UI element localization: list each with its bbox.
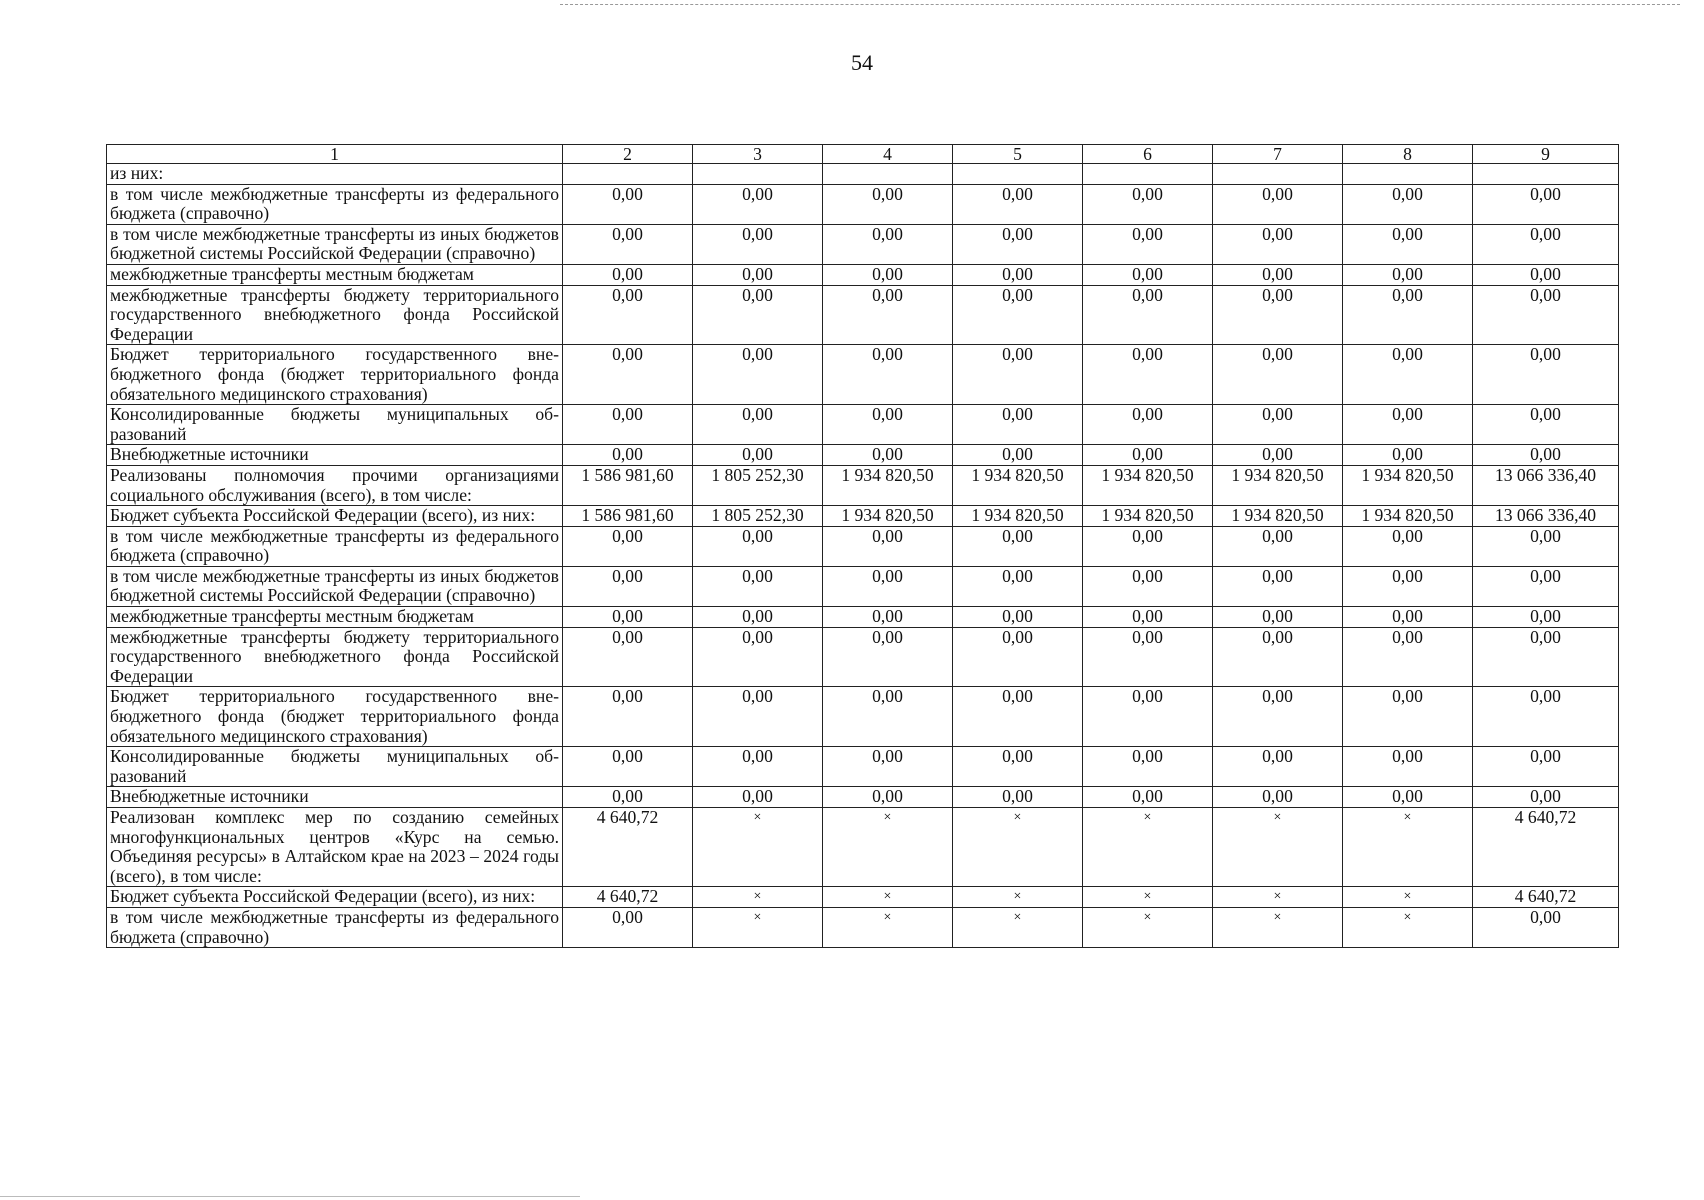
cell-value: 0,00 xyxy=(693,224,823,264)
cell-value: 4 640,72 xyxy=(1473,808,1619,887)
cell-value: 1 934 820,50 xyxy=(953,506,1083,527)
cell-value: 0,00 xyxy=(1083,224,1213,264)
cell-value xyxy=(563,164,693,185)
cell-value: 0,00 xyxy=(563,224,693,264)
cell-value: 0,00 xyxy=(1213,264,1343,285)
cell-value: 0,00 xyxy=(1083,687,1213,747)
cell-value: 0,00 xyxy=(823,747,953,787)
cell-value: 0,00 xyxy=(1083,264,1213,285)
row-label: в том числе межбюджетные трансферты из федерального бюджета (справочно) xyxy=(107,526,563,566)
cell-value: × xyxy=(1213,887,1343,908)
cell-value: 0,00 xyxy=(1343,184,1473,224)
cell-value xyxy=(953,164,1083,185)
row-label: из них: xyxy=(107,164,563,185)
table-row xyxy=(107,405,1619,445)
cell-value: 1 934 820,50 xyxy=(1083,465,1213,505)
cell-value: 0,00 xyxy=(953,264,1083,285)
cell-value: 0,00 xyxy=(693,787,823,808)
cell-value: 1 934 820,50 xyxy=(1343,506,1473,527)
cell-value: 0,00 xyxy=(823,264,953,285)
cell-value: 0,00 xyxy=(563,445,693,466)
cell-value: 0,00 xyxy=(1083,184,1213,224)
table-row xyxy=(107,164,1619,185)
cell-value: 0,00 xyxy=(1473,627,1619,687)
cell-value: 0,00 xyxy=(563,345,693,405)
cell-value: 0,00 xyxy=(1083,345,1213,405)
cell-value: 1 586 981,60 xyxy=(563,465,693,505)
cell-value: 1 934 820,50 xyxy=(1213,506,1343,527)
cell-value xyxy=(1473,164,1619,185)
cell-value: 1 934 820,50 xyxy=(953,465,1083,505)
cell-value xyxy=(1343,164,1473,185)
scan-edge-line xyxy=(560,4,1680,5)
cell-value: 0,00 xyxy=(1343,526,1473,566)
table-row xyxy=(107,345,1619,405)
cell-value: 0,00 xyxy=(563,405,693,445)
cell-value: 0,00 xyxy=(563,264,693,285)
cell-value: 0,00 xyxy=(823,224,953,264)
cell-value: 0,00 xyxy=(1213,285,1343,345)
cell-value: 1 934 820,50 xyxy=(1213,465,1343,505)
cell-value: × xyxy=(1343,887,1473,908)
column-header: 7 xyxy=(1213,145,1343,164)
cell-value: 0,00 xyxy=(1213,747,1343,787)
cell-value: 0,00 xyxy=(1343,405,1473,445)
cell-value: 0,00 xyxy=(693,627,823,687)
cell-value: × xyxy=(693,907,823,947)
cell-value: 0,00 xyxy=(1343,345,1473,405)
cell-value: 0,00 xyxy=(1343,566,1473,606)
cell-value: 1 934 820,50 xyxy=(1343,465,1473,505)
cell-value: 0,00 xyxy=(823,607,953,628)
row-label: межбюджетные трансферты бюджету территориального государственного внебюджетного фонда Российской Федерации xyxy=(107,627,563,687)
table-row xyxy=(107,465,1619,505)
cell-value: 0,00 xyxy=(563,526,693,566)
cell-value xyxy=(823,164,953,185)
cell-value: 0,00 xyxy=(823,687,953,747)
row-label: межбюджетные трансферты бюджету территориального государственного внебюджетного фонда Российской Федерации xyxy=(107,285,563,345)
cell-value: 0,00 xyxy=(823,445,953,466)
table-row xyxy=(107,887,1619,908)
table-row xyxy=(107,787,1619,808)
cell-value: 0,00 xyxy=(1083,405,1213,445)
cell-value: 0,00 xyxy=(693,607,823,628)
table-row xyxy=(107,264,1619,285)
cell-value: 0,00 xyxy=(563,566,693,606)
column-header: 1 xyxy=(107,145,563,164)
cell-value: 0,00 xyxy=(1213,607,1343,628)
cell-value: × xyxy=(953,808,1083,887)
cell-value: 4 640,72 xyxy=(1473,887,1619,908)
cell-value: 0,00 xyxy=(693,566,823,606)
cell-value: 1 805 252,30 xyxy=(693,506,823,527)
cell-value: 0,00 xyxy=(1213,687,1343,747)
table-row xyxy=(107,566,1619,606)
column-header: 3 xyxy=(693,145,823,164)
cell-value: 0,00 xyxy=(1343,607,1473,628)
cell-value: 0,00 xyxy=(953,184,1083,224)
cell-value: 1 934 820,50 xyxy=(1083,506,1213,527)
cell-value: 0,00 xyxy=(1343,224,1473,264)
cell-value: 0,00 xyxy=(1473,264,1619,285)
cell-value: 0,00 xyxy=(1213,566,1343,606)
cell-value: 0,00 xyxy=(1083,787,1213,808)
cell-value: 0,00 xyxy=(823,285,953,345)
cell-value: 0,00 xyxy=(953,285,1083,345)
cell-value: 0,00 xyxy=(1213,224,1343,264)
table-row xyxy=(107,506,1619,527)
cell-value: 0,00 xyxy=(953,405,1083,445)
cell-value: 0,00 xyxy=(693,345,823,405)
cell-value: 0,00 xyxy=(693,526,823,566)
column-header: 2 xyxy=(563,145,693,164)
cell-value: 0,00 xyxy=(563,907,693,947)
row-label: межбюджетные трансферты местным бюджетам xyxy=(107,264,563,285)
cell-value: 0,00 xyxy=(693,445,823,466)
cell-value: 0,00 xyxy=(1083,285,1213,345)
row-label: Внебюджетные источники xyxy=(107,787,563,808)
table-row xyxy=(107,445,1619,466)
cell-value: 0,00 xyxy=(563,627,693,687)
cell-value: 0,00 xyxy=(1473,345,1619,405)
cell-value: 0,00 xyxy=(1473,787,1619,808)
column-header: 6 xyxy=(1083,145,1213,164)
cell-value: 0,00 xyxy=(823,627,953,687)
row-label: Консолидированные бюджеты муниципальных образований xyxy=(107,405,563,445)
cell-value: 0,00 xyxy=(953,607,1083,628)
row-label: Бюджет территориального государственного внебюджетного фонда (бюджет территориального фонда обязательного медицинского страхования) xyxy=(107,345,563,405)
cell-value: 0,00 xyxy=(1213,526,1343,566)
cell-value: 0,00 xyxy=(953,566,1083,606)
row-label: Реализованы полномочия прочими организациями социального обслуживания (всего), в том числе: xyxy=(107,465,563,505)
row-label: межбюджетные трансферты местным бюджетам xyxy=(107,607,563,628)
row-label: Бюджет субъекта Российской Федерации (всего), из них: xyxy=(107,506,563,527)
page-number: 54 xyxy=(851,50,873,75)
cell-value xyxy=(693,164,823,185)
cell-value: 0,00 xyxy=(1083,747,1213,787)
row-label: Консолидированные бюджеты муниципальных образований xyxy=(107,747,563,787)
cell-value: 0,00 xyxy=(823,787,953,808)
cell-value: 0,00 xyxy=(563,787,693,808)
cell-value: 4 640,72 xyxy=(563,808,693,887)
cell-value: × xyxy=(693,808,823,887)
table-row xyxy=(107,184,1619,224)
column-header: 4 xyxy=(823,145,953,164)
cell-value: 13 066 336,40 xyxy=(1473,506,1619,527)
cell-value: 0,00 xyxy=(1083,627,1213,687)
cell-value: 0,00 xyxy=(1213,445,1343,466)
cell-value: 0,00 xyxy=(1473,607,1619,628)
cell-value: 0,00 xyxy=(693,405,823,445)
cell-value: 0,00 xyxy=(1083,445,1213,466)
cell-value: 0,00 xyxy=(953,627,1083,687)
cell-value: 0,00 xyxy=(823,526,953,566)
table-row xyxy=(107,607,1619,628)
cell-value: 0,00 xyxy=(1473,224,1619,264)
cell-value: 0,00 xyxy=(953,445,1083,466)
cell-value: 0,00 xyxy=(1473,405,1619,445)
column-header: 5 xyxy=(953,145,1083,164)
column-header: 8 xyxy=(1343,145,1473,164)
cell-value: 0,00 xyxy=(1343,687,1473,747)
cell-value: × xyxy=(953,887,1083,908)
table-row xyxy=(107,747,1619,787)
cell-value: × xyxy=(1213,907,1343,947)
cell-value: 0,00 xyxy=(953,787,1083,808)
row-label: в том числе межбюджетные трансферты из иных бюджетов бюджетной системы Российской Федерации (справочно) xyxy=(107,566,563,606)
cell-value: 0,00 xyxy=(1343,787,1473,808)
cell-value: 0,00 xyxy=(1473,907,1619,947)
cell-value: × xyxy=(1343,808,1473,887)
cell-value: 0,00 xyxy=(1343,627,1473,687)
cell-value: × xyxy=(1343,907,1473,947)
cell-value: 0,00 xyxy=(1083,566,1213,606)
cell-value: 0,00 xyxy=(1473,184,1619,224)
cell-value: 0,00 xyxy=(1473,566,1619,606)
table-row xyxy=(107,285,1619,345)
cell-value: 0,00 xyxy=(563,184,693,224)
cell-value: × xyxy=(1213,808,1343,887)
row-label: Бюджет субъекта Российской Федерации (всего), из них: xyxy=(107,887,563,908)
cell-value: 0,00 xyxy=(953,224,1083,264)
budget-table xyxy=(106,144,1619,948)
cell-value: 0,00 xyxy=(1213,627,1343,687)
cell-value: 0,00 xyxy=(693,264,823,285)
cell-value: 13 066 336,40 xyxy=(1473,465,1619,505)
table-row xyxy=(107,526,1619,566)
cell-value: 0,00 xyxy=(823,345,953,405)
cell-value: 0,00 xyxy=(1343,445,1473,466)
cell-value: 0,00 xyxy=(693,747,823,787)
cell-value: 0,00 xyxy=(1083,526,1213,566)
row-label: Реализован комплекс мер по созданию семейных многофункциональных центров «Курс на семью. Объединяя ресурсы» в Алтайском крае на 2023 – 2024 годы (всего), в том числе: xyxy=(107,808,563,887)
cell-value: 0,00 xyxy=(1343,264,1473,285)
cell-value: 0,00 xyxy=(1083,607,1213,628)
cell-value: × xyxy=(1083,907,1213,947)
cell-value: 0,00 xyxy=(693,687,823,747)
cell-value: × xyxy=(823,808,953,887)
cell-value: × xyxy=(823,907,953,947)
table-row xyxy=(107,627,1619,687)
cell-value: 0,00 xyxy=(1343,285,1473,345)
cell-value: 0,00 xyxy=(693,285,823,345)
row-label: в том числе межбюджетные трансферты из федерального бюджета (справочно) xyxy=(107,184,563,224)
cell-value: 1 805 252,30 xyxy=(693,465,823,505)
table-body xyxy=(107,164,1619,948)
cell-value: 0,00 xyxy=(1473,445,1619,466)
scan-edge-line xyxy=(0,1196,580,1197)
cell-value: 0,00 xyxy=(1473,526,1619,566)
table-row xyxy=(107,687,1619,747)
cell-value: 0,00 xyxy=(953,526,1083,566)
table-row xyxy=(107,907,1619,947)
cell-value: 0,00 xyxy=(1473,687,1619,747)
cell-value: 0,00 xyxy=(953,345,1083,405)
cell-value: × xyxy=(1083,808,1213,887)
cell-value: 1 934 820,50 xyxy=(823,465,953,505)
cell-value: 0,00 xyxy=(563,285,693,345)
row-label: в том числе межбюджетные трансферты из иных бюджетов бюджетной системы Российской Федерации (справочно) xyxy=(107,224,563,264)
cell-value: 0,00 xyxy=(693,184,823,224)
cell-value: 0,00 xyxy=(823,566,953,606)
cell-value: × xyxy=(1083,887,1213,908)
cell-value: 0,00 xyxy=(1473,747,1619,787)
table-row xyxy=(107,808,1619,887)
table-row xyxy=(107,224,1619,264)
cell-value: 0,00 xyxy=(823,405,953,445)
cell-value xyxy=(1083,164,1213,185)
cell-value: 1 586 981,60 xyxy=(563,506,693,527)
cell-value: 0,00 xyxy=(1213,345,1343,405)
column-header: 9 xyxy=(1473,145,1619,164)
cell-value: 0,00 xyxy=(1473,285,1619,345)
cell-value: 0,00 xyxy=(953,687,1083,747)
cell-value: 0,00 xyxy=(823,184,953,224)
cell-value: 0,00 xyxy=(953,747,1083,787)
header-row xyxy=(107,145,1619,164)
cell-value: 0,00 xyxy=(1343,747,1473,787)
row-label: Внебюджетные источники xyxy=(107,445,563,466)
cell-value: 4 640,72 xyxy=(563,887,693,908)
cell-value: 0,00 xyxy=(563,607,693,628)
cell-value: × xyxy=(823,887,953,908)
cell-value: 0,00 xyxy=(563,687,693,747)
cell-value: 0,00 xyxy=(1213,787,1343,808)
row-label: Бюджет территориального государственного внебюджетного фонда (бюджет территориального фонда обязательного медицинского страхования) xyxy=(107,687,563,747)
cell-value: 0,00 xyxy=(563,747,693,787)
cell-value: 0,00 xyxy=(1213,405,1343,445)
row-label: в том числе межбюджетные трансферты из федерального бюджета (справочно) xyxy=(107,907,563,947)
cell-value: × xyxy=(953,907,1083,947)
cell-value: × xyxy=(693,887,823,908)
cell-value xyxy=(1213,164,1343,185)
cell-value: 1 934 820,50 xyxy=(823,506,953,527)
cell-value: 0,00 xyxy=(1213,184,1343,224)
